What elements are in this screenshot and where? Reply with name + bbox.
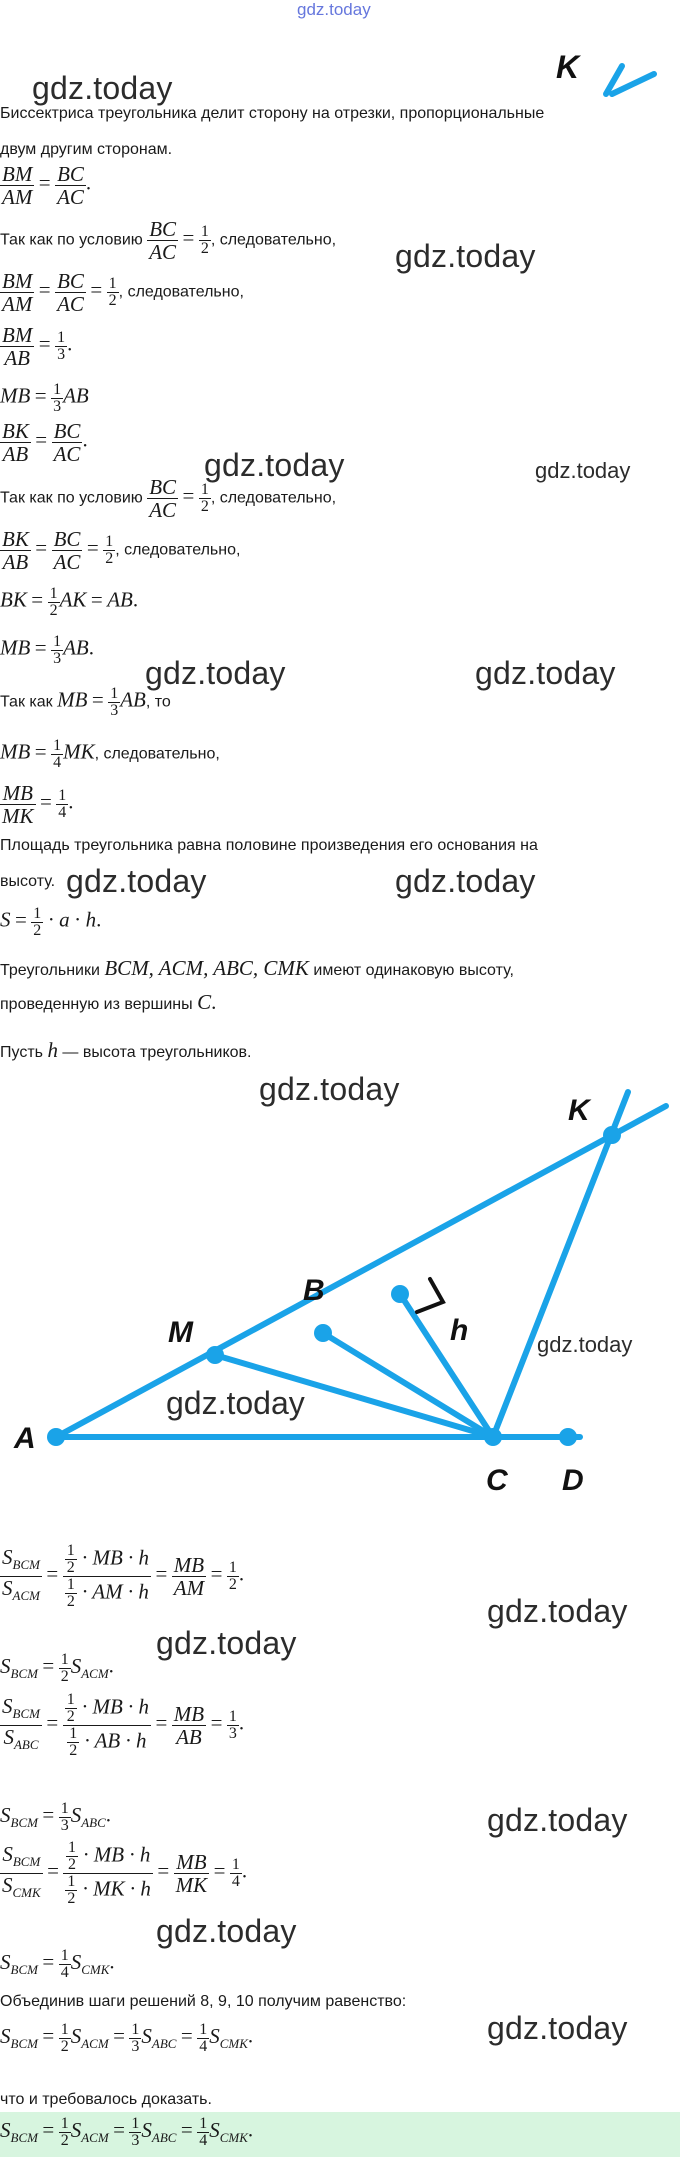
point-m	[206, 1346, 224, 1364]
let-h-line: Пусть h — высота треугольников.	[0, 1038, 252, 1062]
point-k	[603, 1126, 621, 1144]
condition-line-1: Так как по условию $\frac{BC}{AC}$ = $\frac{1}{2}$ , следовательно,	[0, 217, 337, 264]
area-text-line2: высоту.	[0, 873, 56, 890]
watermark: gdz.today	[537, 1332, 633, 1357]
area-formula: S = $\frac{1}{2}$ · a · h.	[0, 905, 102, 939]
condition-line-2: Так как по условию $\frac{BC}{AC}$ = $\frac{1}{2}$ , следовательно,	[0, 475, 337, 522]
bisector-text-line1: Биссектриса треугольника делит сторону на отрезки, пропорциональные	[0, 105, 545, 122]
combined-equation: $S_{BCM}$ = $\frac{1}{2}$ $S_{ACM}$ = $\frac{1}{3}$ $S_{ABC}$ = $\frac{1}{4}$ $S_{CMK}$.	[0, 2021, 254, 2055]
label-a: A	[14, 1422, 36, 1455]
ratio-bcm-acm: $\frac{S_{BCM}}{S_{ACM}}$ = $\frac{1}{2}$ · MB · h $\frac{1}{2}$ · AM · h = $\frac{MB}{AM}$ = $\frac{1}{2}$ .	[2, 1542, 245, 1610]
bisector-text-line2: двум другим сторонам.	[0, 141, 173, 158]
watermark: gdz.today	[475, 655, 616, 691]
equation-1: $\frac{BM}{AM}$ = $\frac{BC}{AC}$ .	[2, 162, 92, 209]
label-c: C	[486, 1464, 508, 1497]
watermark: gdz.today	[145, 655, 286, 691]
label-k: K	[568, 1094, 590, 1127]
point-c	[484, 1428, 502, 1446]
equation-6: $\frac{BK}{AB}$ = $\frac{BC}{AC}$ = $\frac{1}{2}$ , следовательно,	[2, 527, 241, 574]
watermark: gdz.today	[156, 1625, 297, 1661]
equation-10: $\frac{MB}{MK}$ = $\frac{1}{4}$ .	[2, 781, 74, 828]
watermark: gdz.today	[66, 863, 207, 899]
qed-text: что и требовалось доказать.	[0, 2091, 212, 2108]
logo-icon	[556, 46, 680, 100]
ratio-bcm-abc: $\frac{S_{BCM}}{S_{ABC}}$ = $\frac{1}{2}$ · MB · h $\frac{1}{2}$ · AB · h = $\frac{MB}{AB}$ = $\frac{1}{3}$ .	[2, 1691, 245, 1759]
area-text-line1: Площадь треугольника равна половине произведения его основания на	[0, 837, 538, 854]
equation-2: $\frac{BM}{AM}$ = $\frac{BC}{AC}$ = $\frac{1}{2}$ , следовательно,	[2, 269, 244, 316]
point-a	[47, 1428, 65, 1446]
line-cb	[323, 1333, 493, 1437]
ratio-bcm-cmk: $\frac{S_{BCM}}{S_{CMK}}$ = $\frac{1}{2}$ · MB · h $\frac{1}{2}$ · MK · h = $\frac{MB}{MK}$ = $\frac{1}{4}$ .	[2, 1839, 248, 1907]
condition-line-3: Так как MB = $\frac{1}{3}$ AB, то	[0, 685, 171, 719]
watermark: gdz.today	[487, 1802, 628, 1838]
equation-3: $\frac{BM}{AB}$ = $\frac{1}{3}$ .	[2, 323, 73, 370]
label-m: M	[168, 1316, 193, 1349]
triangles-line1: Треугольники BCM, ACM, ABC, CMK имеют одинаковую высоту,	[0, 956, 514, 980]
watermark: gdz.today	[487, 2010, 628, 2046]
final-answer-box	[0, 2112, 680, 2157]
result-bcm-cmk: $S_{BCM}$ = $\frac{1}{4}$ $S_{CMK}$.	[0, 1947, 115, 1981]
triangle-diagram	[0, 1080, 680, 1520]
triangles-line2: проведенную из вершины C.	[0, 990, 217, 1014]
label-d: D	[562, 1464, 584, 1497]
watermark: gdz.today	[487, 1593, 628, 1629]
label-h: h	[450, 1314, 469, 1347]
top-watermark: gdz.today	[297, 0, 371, 19]
watermark: gdz.today	[156, 1913, 297, 1949]
logo	[556, 46, 680, 105]
equation-8: MB = $\frac{1}{3}$ AB.	[0, 633, 94, 667]
watermark: gdz.today	[32, 70, 173, 106]
combine-text: Объединив шаги решений 8, 9, 10 получим равенство:	[0, 1993, 407, 2010]
equation-7: BK = $\frac{1}{2}$ AK = AB.	[0, 585, 139, 619]
line-ck	[493, 1092, 628, 1437]
watermark: gdz.today	[204, 447, 345, 483]
equation-4: MB = $\frac{1}{3}$ AB	[0, 381, 89, 415]
point-foot	[391, 1285, 409, 1303]
watermark: gdz.today	[259, 1071, 400, 1107]
label-b: B	[303, 1274, 325, 1307]
result-bcm-acm: $S_{BCM}$ = $\frac{1}{2}$ $S_{ACM}$.	[0, 1651, 114, 1685]
logo-letter: K	[556, 49, 580, 85]
equation-5: $\frac{BK}{AB}$ = $\frac{BC}{AC}$ .	[2, 419, 88, 466]
final-answer: $S_{BCM}$ = $\frac{1}{2}$ $S_{ACM}$ = $\frac{1}{3}$ $S_{ABC}$ = $\frac{1}{4}$ $S_{CMK}$.	[0, 2115, 254, 2149]
point-b	[314, 1324, 332, 1342]
watermark: gdz.today	[535, 458, 631, 483]
result-bcm-abc: $S_{BCM}$ = $\frac{1}{3}$ $S_{ABC}$.	[0, 1800, 112, 1834]
line-ak	[56, 1106, 666, 1437]
equation-9: MB = $\frac{1}{4}$ MK, следовательно,	[0, 737, 220, 771]
watermark: gdz.today	[395, 863, 536, 899]
point-d	[559, 1428, 577, 1446]
watermark: gdz.today	[166, 1385, 305, 1421]
watermark: gdz.today	[395, 238, 536, 274]
right-angle-mark	[417, 1279, 443, 1312]
